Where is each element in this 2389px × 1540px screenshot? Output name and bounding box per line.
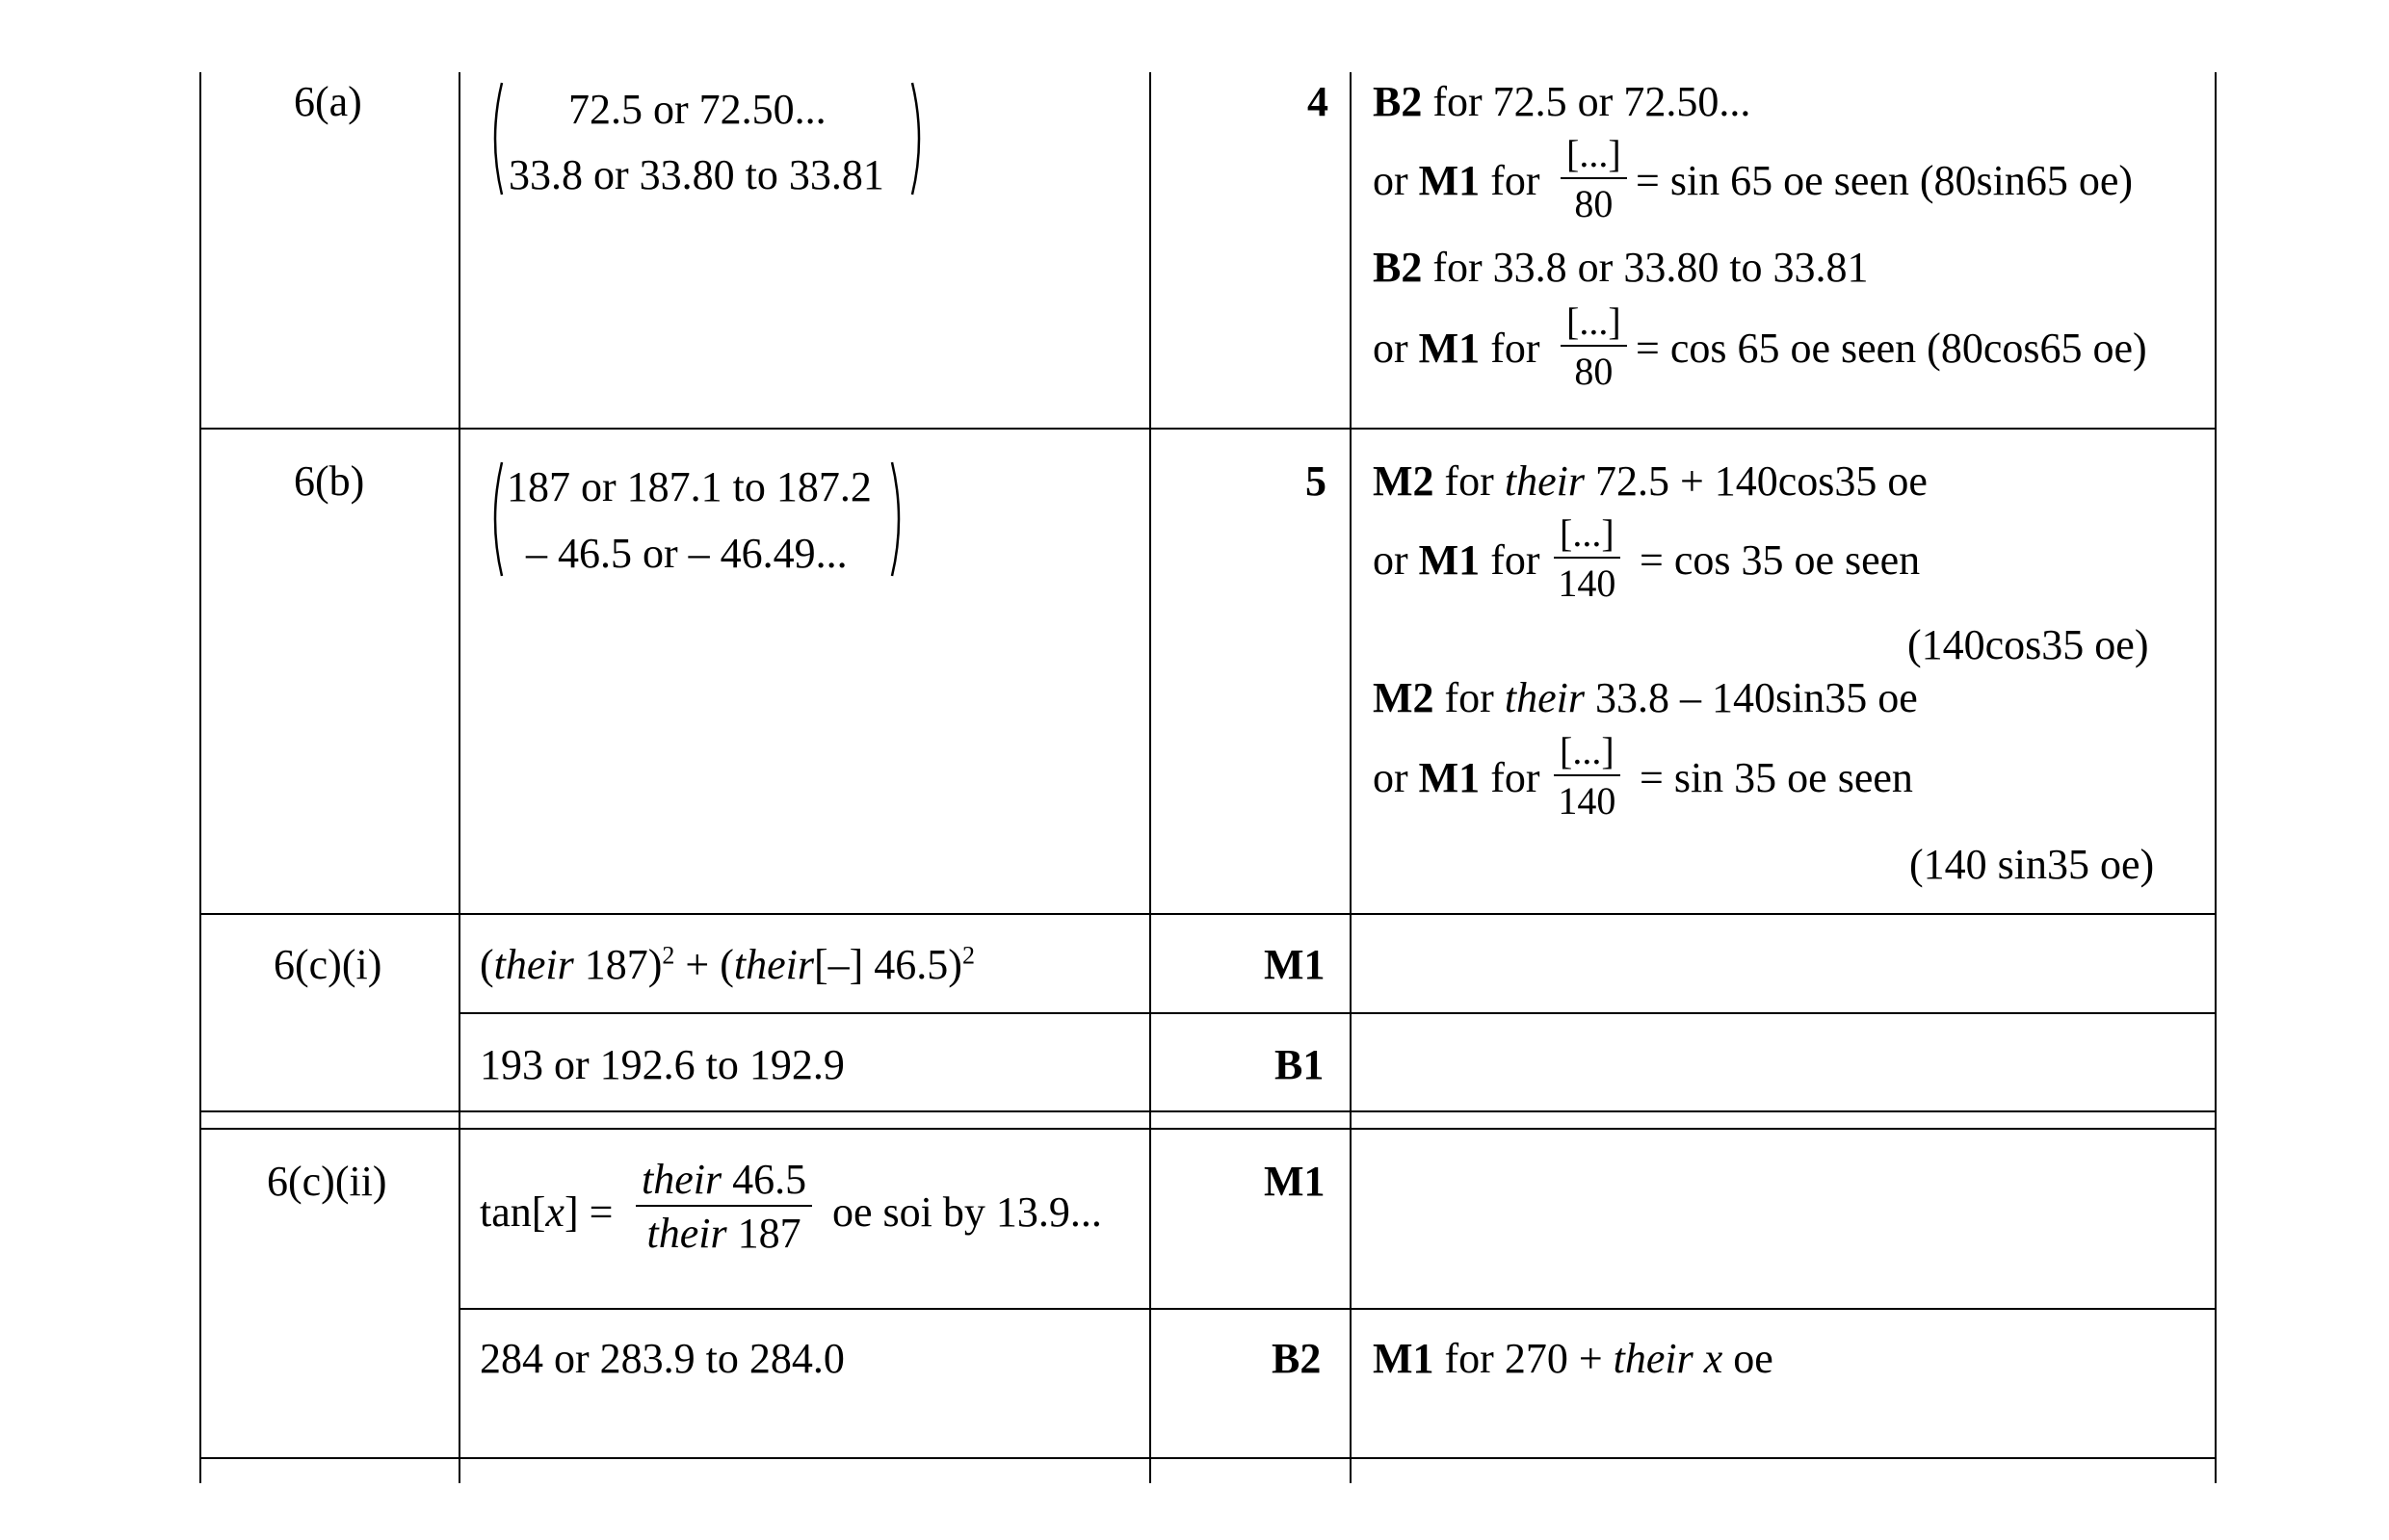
answer-line-1: 72.5 or 72.50... <box>568 86 827 133</box>
question-number: 6(c)(ii) <box>267 1158 387 1205</box>
fraction-sin65: [...] 80 <box>1561 135 1627 223</box>
left-bracket <box>486 460 504 578</box>
guidance-line-4: or M1 for <box>1373 754 1540 801</box>
guidance-line-3: M2 for their 33.8 – 140sin35 oe <box>1373 674 1918 721</box>
row-line-3 <box>459 1012 2217 1014</box>
guidance-note-2: (140 sin35 oe) <box>1909 841 2155 888</box>
row-line-4a <box>199 1110 2217 1112</box>
guidance: M1 for 270 + their x oe <box>1373 1335 1773 1382</box>
row-line-6 <box>199 1457 2217 1459</box>
answer-line-2: – 46.5 or – 46.49... <box>526 530 848 577</box>
guidance-note-1: (140cos35 oe) <box>1907 621 2149 668</box>
soi-text: oe soi by 13.9... <box>832 1188 1102 1236</box>
guidance-line-4-after: = sin 35 oe seen <box>1640 754 1913 801</box>
question-number: 6(b) <box>294 457 365 505</box>
right-bracket <box>890 460 907 578</box>
answer-line-1: 187 or 187.1 to 187.2 <box>507 463 872 510</box>
guidance-line-2-after: = sin 65 oe seen (80sin65 oe) <box>1636 157 2134 204</box>
col-line-3 <box>1149 72 1151 1483</box>
fraction-their: their 46.5 their 187 <box>636 1159 812 1255</box>
fraction-cos35: [...] 140 <box>1554 514 1620 603</box>
fraction-cos65: [...] 80 <box>1561 302 1627 391</box>
row-line-5 <box>459 1308 2217 1310</box>
marks: 5 <box>1305 457 1326 505</box>
marks-2: B2 <box>1272 1335 1322 1382</box>
left-bracket <box>486 81 504 196</box>
guidance-line-4-after: = cos 65 oe seen (80cos65 oe) <box>1636 325 2147 372</box>
col-line-1 <box>199 72 201 1483</box>
marks: 4 <box>1307 78 1328 125</box>
guidance-line-1: B2 for 72.5 or 72.50... <box>1373 78 1751 125</box>
col-line-5 <box>2215 72 2217 1483</box>
guidance-line-2-after: = cos 35 oe seen <box>1640 536 1921 584</box>
guidance-line-2: or M1 for <box>1373 536 1540 584</box>
col-line-2 <box>459 72 460 1483</box>
guidance-line-3: B2 for 33.8 or 33.80 to 33.81 <box>1373 244 1869 291</box>
question-number: 6(c)(i) <box>274 941 382 988</box>
question-number: 6(a) <box>294 78 362 125</box>
col-line-4 <box>1350 72 1352 1483</box>
answer-line-2: 33.8 or 33.80 to 33.81 <box>509 151 884 198</box>
guidance-line-4: or M1 for <box>1373 325 1540 372</box>
right-bracket <box>910 81 928 196</box>
marks-1: M1 <box>1264 941 1326 988</box>
answer-expression: (their 187)$^2$ + (their[–] 46.5)$^2$ <box>480 941 975 988</box>
marks-2: B1 <box>1274 1041 1325 1088</box>
guidance-line-2: or M1 for <box>1373 157 1540 204</box>
answer-result: 284 or 283.9 to 284.0 <box>480 1335 845 1382</box>
row-line-2 <box>199 913 2217 915</box>
tan-expression: tan[x] = <box>480 1188 614 1236</box>
row-line-1 <box>199 428 2217 430</box>
answer-result: 193 or 192.6 to 192.9 <box>480 1041 845 1088</box>
marks-1: M1 <box>1264 1158 1326 1205</box>
guidance-line-1: M2 for their 72.5 + 140cos35 oe <box>1373 457 1928 505</box>
row-line-4b <box>199 1128 2217 1130</box>
fraction-sin35: [...] 140 <box>1554 732 1620 821</box>
